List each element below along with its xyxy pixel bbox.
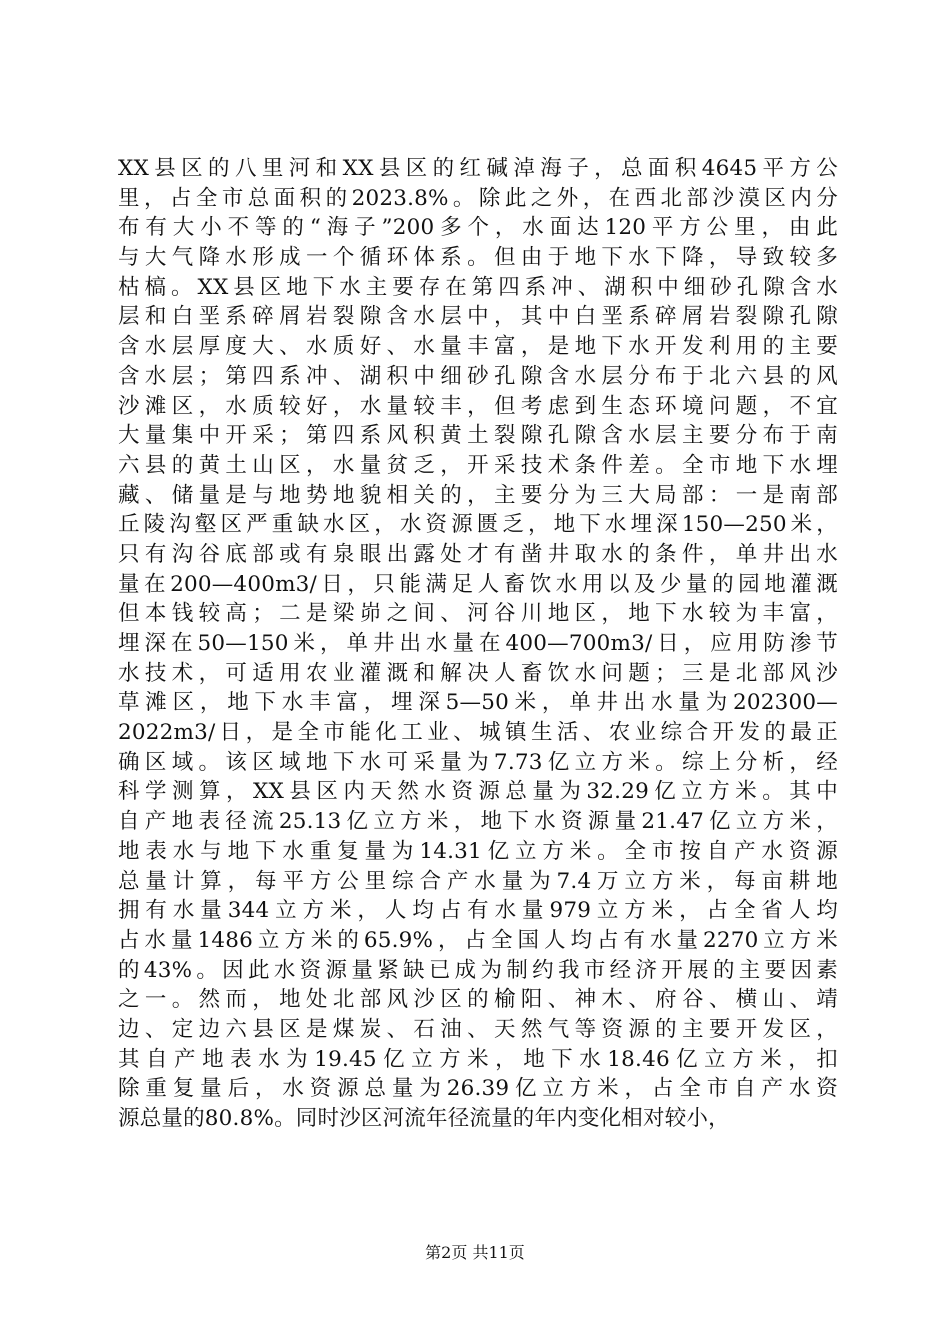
- text-line: 但本钱较高；二是梁峁之间、河谷川地区，地下水较为丰富，: [118, 601, 838, 627]
- text-line: 草滩区，地下水丰富，埋深5—50米，单井出水量为202300—: [118, 690, 838, 716]
- text-line: 六县的黄土山区，水量贫乏，开采技术条件差。全市地下水埋: [118, 452, 838, 478]
- body-paragraph: [118, 154, 838, 1134]
- text-line: 之一。然而，地处北部风沙区的榆阳、神木、府谷、横山、靖: [118, 987, 838, 1013]
- text-line: 布有大小不等的“海子”200多个，水面达120平方公里，由此: [118, 215, 838, 241]
- text-line: 源总量的80.8%。同时沙区河流年径流量的年内变化相对较小，: [118, 1106, 730, 1131]
- text-line: 的43%。因此水资源量紧缺已成为制约我市经济开展的主要因素: [118, 957, 838, 983]
- text-line: 含水层；第四系冲、湖积中细砂孔隙含水层分布于北六县的风: [118, 363, 838, 389]
- text-line: 地表水与地下水重复量为14.31亿立方米。全市按自产水资源: [118, 838, 838, 864]
- text-line: 其自产地表水为19.45亿立方米，地下水18.46亿立方米，扣: [118, 1046, 838, 1072]
- text-line: 水技术，可适用农业灌溉和解决人畜饮水问题；三是北部风沙: [118, 660, 838, 686]
- text-line: 科学测算，XX县区内天然水资源总量为32.29亿立方米。其中: [118, 779, 838, 805]
- text-line: 只有沟谷底部或有泉眼出露处才有凿井取水的条件，单井出水: [118, 541, 838, 567]
- text-line: 里，占全市总面积的2023.8%。除此之外，在西北部沙漠区内分: [118, 185, 838, 211]
- text-line: 总量计算，每平方公里综合产水量为7.4万立方米，每亩耕地: [118, 868, 838, 894]
- text-line: 量在200—400m3/日，只能满足人畜饮水用以及少量的园地灌溉: [118, 571, 838, 597]
- text-line: 枯槁。XX县区地下水主要存在第四系冲、湖积中细砂孔隙含水: [118, 274, 838, 300]
- text-line: 除重复量后，水资源总量为26.39亿立方米，占全市自产水资: [118, 1076, 838, 1102]
- text-line: XX县区的八里河和XX县区的红碱淖海子，总面积4645平方公: [118, 156, 838, 181]
- text-line: 占水量1486立方米的65.9%，占全国人均占有水量2270立方米: [118, 927, 838, 953]
- text-line: 埋深在50—150米，单井出水量在400—700m3/日，应用防渗节: [118, 631, 838, 656]
- text-line: 沙滩区，水质较好，水量较丰，但考虑到生态环境问题，不宜: [118, 393, 838, 419]
- text-line: 层和白垩系碎屑岩裂隙含水层中，其中白垩系碎屑岩裂隙孔隙: [118, 304, 838, 330]
- text-line: 大量集中开采；第四系风积黄土裂隙孔隙含水层主要分布于南: [118, 423, 838, 449]
- text-line: 确区域。该区域地下水可采量为7.73亿立方米。综上分析，经: [118, 749, 838, 775]
- text-line: 与大气降水形成一个循环体系。但由于地下水下降，导致较多: [118, 245, 838, 271]
- text-line: 丘陵沟壑区严重缺水区，水资源匮乏，地下水埋深150—250米，: [118, 512, 838, 538]
- text-line: 2022m3/日，是全市能化工业、城镇生活、农业综合开发的最正: [118, 720, 838, 746]
- text-line: 边、定边六县区是煤炭、石油、天然气等资源的主要开发区，: [118, 1016, 838, 1042]
- text-line: 藏、储量是与地势地貌相关的，主要分为三大局部：一是南部: [118, 482, 838, 508]
- page-number-footer: 第2页 共11页: [425, 1243, 525, 1262]
- text-line: 自产地表径流25.13亿立方米，地下水资源量21.47亿立方米，: [118, 809, 838, 835]
- text-line: 拥有水量344立方米，人均占有水量979立方米，占全省人均: [118, 898, 838, 924]
- text-line: 含水层厚度大、水质好、水量丰富，是地下水开发利用的主要: [118, 334, 838, 360]
